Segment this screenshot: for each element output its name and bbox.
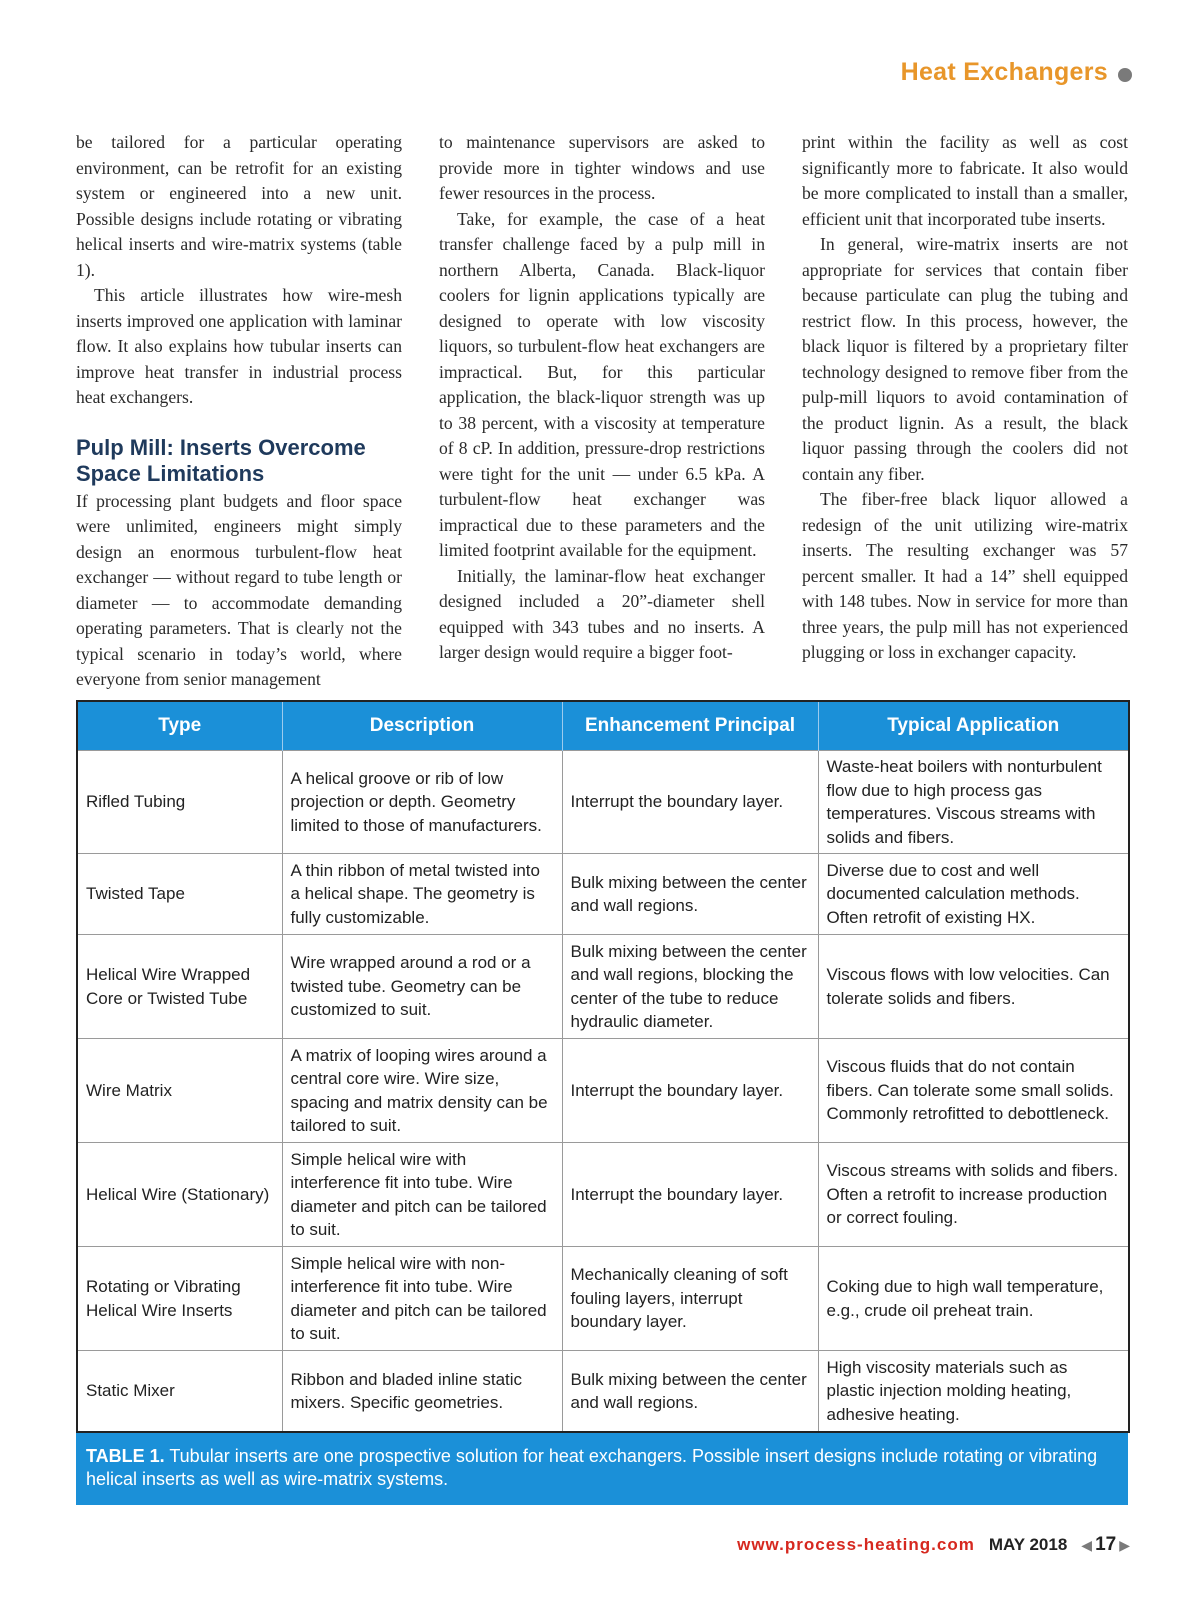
cell-type: Wire Matrix — [77, 1039, 282, 1143]
cell-enhancement: Bulk mixing between the center and wall regions. — [562, 1351, 818, 1433]
cell-type: Helical Wire Wrapped Core or Twisted Tube — [77, 935, 282, 1039]
cell-description: A matrix of looping wires around a central core wire. Wire size, spacing and matrix density can be tailored to suit. — [282, 1039, 562, 1143]
table-caption — [76, 1433, 1128, 1505]
page-number — [1081, 1534, 1130, 1556]
cell-type: Static Mixer — [77, 1351, 282, 1433]
cell-type: Helical Wire (Stationary) — [77, 1143, 282, 1247]
cell-enhancement: Interrupt the boundary layer. — [562, 751, 818, 854]
paragraph: be tailored for a particular operating environment, can be retrofit for an existing system or engineered into a new unit. Possible designs include rotating or vibrating helical inserts and wire-matrix systems (table 1). — [76, 132, 402, 280]
column-2 — [439, 130, 765, 693]
issue-date: MAY 2018 — [988, 1535, 1068, 1554]
triangle-left-icon: ◀ — [1081, 1536, 1093, 1553]
cell-application: Viscous streams with solids and fibers. Often a retrofit to increase production or correct fouling. — [818, 1143, 1129, 1247]
article-columns — [76, 130, 1128, 693]
table-row — [77, 751, 1129, 854]
column-header-type: Type — [77, 701, 282, 751]
column-header-description: Description — [282, 701, 562, 751]
table-header-row — [77, 701, 1129, 751]
caption-label: TABLE 1. — [86, 1446, 165, 1466]
cell-application: Diverse due to cost and well documented calculation methods. Often retrofit of existing HX. — [818, 854, 1129, 935]
table-row — [77, 1143, 1129, 1247]
triangle-right-icon: ▶ — [1119, 1536, 1130, 1553]
paragraph: In general, wire-matrix inserts are not appropriate for services that contain fiber because particulate can plug the tubing and restrict flow. In this process, however, the black liquor is filtered by a proprietary filter technology designed to remove fiber from the pulp-mill liquors to avoid contamination of the product lignin. As a result, the black liquor passing through the coolers did not contain any fiber. — [802, 234, 1128, 484]
cell-application: Viscous fluids that do not contain fibers. Can tolerate some small solids. Commonly retrofitted to debottleneck. — [818, 1039, 1129, 1143]
cell-description: Simple helical wire with interference fit into tube. Wire diameter and pitch can be tailored to suit. — [282, 1143, 562, 1247]
cell-description: Wire wrapped around a rod or a twisted tube. Geometry can be customized to suit. — [282, 935, 562, 1039]
cell-enhancement: Bulk mixing between the center and wall regions, blocking the center of the tube to reduce hydraulic diameter. — [562, 935, 818, 1039]
caption-text: Tubular inserts are one prospective solution for heat exchangers. Possible insert designs include rotating or vibrating helical inserts as well as wire-matrix systems. — [86, 1446, 1098, 1489]
cell-enhancement: Interrupt the boundary layer. — [562, 1039, 818, 1143]
cell-description: Simple helical wire with non-interference fit into tube. Wire diameter and pitch can be tailored to suit. — [282, 1247, 562, 1351]
website-link[interactable]: www.process-heating.com — [737, 1535, 975, 1554]
cell-description: A helical groove or rib of low projection or depth. Geometry limited to those of manufacturers. — [282, 751, 562, 854]
cell-enhancement: Interrupt the boundary layer. — [562, 1143, 818, 1247]
paragraph: Take, for example, the case of a heat transfer challenge faced by a pulp mill in northern Alberta, Canada. Black-liquor coolers for lignin applications typically are designed to operate with low viscosity liquors, so turbulent-flow heat exchangers are impractical. But, for this particular application, the black-liquor strength was up to 38 percent, with a viscosity at temperature of 8 cP. In addition, pressure-drop restrictions were tight for the unit — under 6.5 kPa. A turbulent-flow heat exchanger was impractical due to these parameters and the limited footprint available for the equipment. — [439, 208, 765, 560]
cell-type: Rifled Tubing — [77, 751, 282, 854]
page-footer — [737, 1534, 1130, 1556]
cell-description: A thin ribbon of metal twisted into a helical shape. The geometry is fully customizable. — [282, 854, 562, 935]
page-number-value: 17 — [1095, 1534, 1117, 1555]
paragraph: If processing plant budgets and floor space were unlimited, engineers might simply design an enormous turbulent-flow heat exchanger — without regard to tube length or diameter — to accommodate demanding operating parameters. That is clearly not the typical scenario in today’s world, where everyone from senior management — [76, 490, 402, 689]
section-header — [901, 58, 1132, 87]
paragraph: Initially, the laminar-flow heat exchanger designed included a 20”-diameter shell equipped with 343 tubes and no inserts. A larger design would require a bigger foot- — [439, 565, 765, 662]
tube-inserts-table — [76, 700, 1130, 1433]
table-row — [77, 1247, 1129, 1351]
cell-description: Ribbon and bladed inline static mixers. Specific geometries. — [282, 1351, 562, 1433]
section-title: Heat Exchangers — [900, 58, 1108, 86]
cell-type: Twisted Tape — [77, 854, 282, 935]
paragraph: to maintenance supervisors are asked to provide more in tighter windows and use fewer resources in the process. — [439, 132, 765, 203]
cell-application: Viscous flows with low velocities. Can tolerate solids and fibers. — [818, 935, 1129, 1039]
column-3 — [802, 130, 1128, 693]
cell-enhancement: Bulk mixing between the center and wall regions. — [562, 854, 818, 935]
table-row — [77, 1039, 1129, 1143]
paragraph: The fiber-free black liquor allowed a redesign of the unit utilizing wire-matrix inserts. The resulting exchanger was 57 percent smaller. It had a 14” shell equipped with 148 tubes. Now in service for more than three years, the pulp mill has not experienced plugging or loss in exchanger capacity. — [802, 489, 1128, 662]
cell-type: Rotating or Vibrating Helical Wire Inserts — [77, 1247, 282, 1351]
cell-application: Waste-heat boilers with nonturbulent flow due to high process gas temperatures. Viscous streams with solids and fibers. — [818, 751, 1129, 854]
table-row — [77, 935, 1129, 1039]
table-row — [77, 1351, 1129, 1433]
cell-enhancement: Mechanically cleaning of soft fouling layers, interrupt boundary layer. — [562, 1247, 818, 1351]
paragraph: This article illustrates how wire-mesh inserts improved one application with laminar flow. It also explains how tubular inserts can improve heat transfer in industrial process heat exchangers. — [76, 285, 402, 407]
table-1-container — [76, 700, 1128, 1505]
column-header-enhancement: Enhancement Principal — [562, 701, 818, 751]
cell-application: Coking due to high wall temperature, e.g., crude oil preheat train. — [818, 1247, 1129, 1351]
column-1 — [76, 130, 402, 693]
bullet-circle-icon — [1118, 68, 1132, 82]
cell-application: High viscosity materials such as plastic injection molding heating, adhesive heating. — [818, 1351, 1129, 1433]
section-subheading: Pulp Mill: Inserts Overcome Space Limitations — [76, 434, 366, 486]
column-header-application: Typical Application — [818, 701, 1129, 751]
table-row — [77, 854, 1129, 935]
paragraph: print within the facility as well as cost significantly more to fabricate. It also would be more complicated to install than a smaller, efficient unit that incorporated tube inserts. — [802, 132, 1128, 229]
